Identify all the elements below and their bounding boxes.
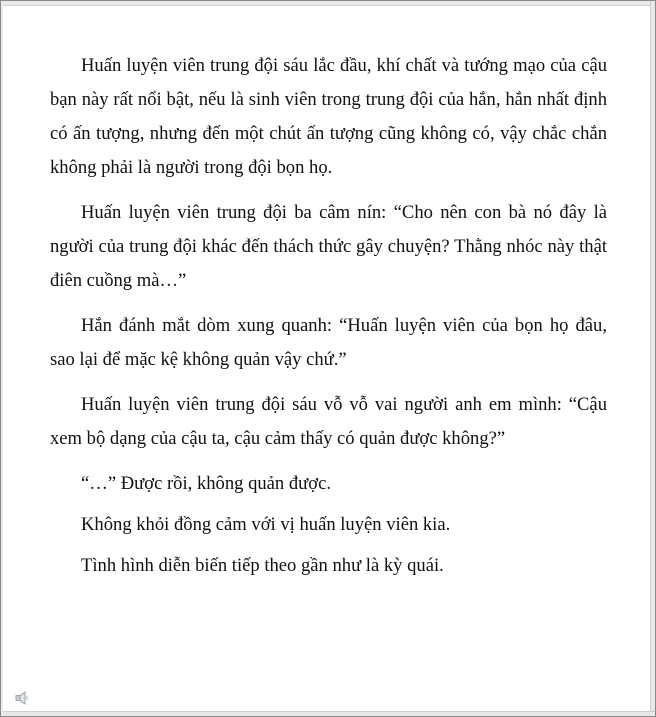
page-frame-bottom xyxy=(1,711,655,716)
paragraph-5: “…” Được rồi, không quản được. xyxy=(81,473,331,494)
paragraph-4: Huấn luyện viên trung đội sáu vỗ vỗ vai người anh em mình: “Cậu xem bộ dạng của cậu ta, cậu cảm thấy có quản được không?” xyxy=(50,394,607,449)
speaker-icon[interactable] xyxy=(15,691,31,705)
paragraph-3: Hắn đánh mắt dòm xung quanh: “Huấn luyện viên của bọn họ đâu, sao lại để mặc kệ không quản vậy chứ.” xyxy=(50,315,607,370)
paragraph-7: Tình hình diễn biến tiếp theo gần như là kỳ quái. xyxy=(81,555,444,576)
page-frame-left xyxy=(1,1,3,716)
page-frame-top xyxy=(1,1,655,6)
paragraph-2: Huấn luyện viên trung đội ba câm nín: “Cho nên con bà nó đây là người của trung đội khác đến thách thức gây chuyện? Thằng nhóc này thật điên cuồng mà…” xyxy=(50,202,607,291)
page-frame-right xyxy=(650,1,655,716)
speaker-icon-graphic xyxy=(15,691,31,705)
document-body xyxy=(50,49,607,590)
paragraph-1: Huấn luyện viên trung đội sáu lắc đầu, khí chất và tướng mạo của cậu bạn này rất nổi bật, nếu là sinh viên trong trung đội của hắn, hắn nhất định có ấn tượng, nhưng đến một chút ấn tượng cũng không có, vậy chắc chắn không phải là người trong đội bọn họ. xyxy=(50,55,607,178)
paragraph-6: Không khỏi đồng cảm với vị huấn luyện viên kia. xyxy=(81,514,451,535)
